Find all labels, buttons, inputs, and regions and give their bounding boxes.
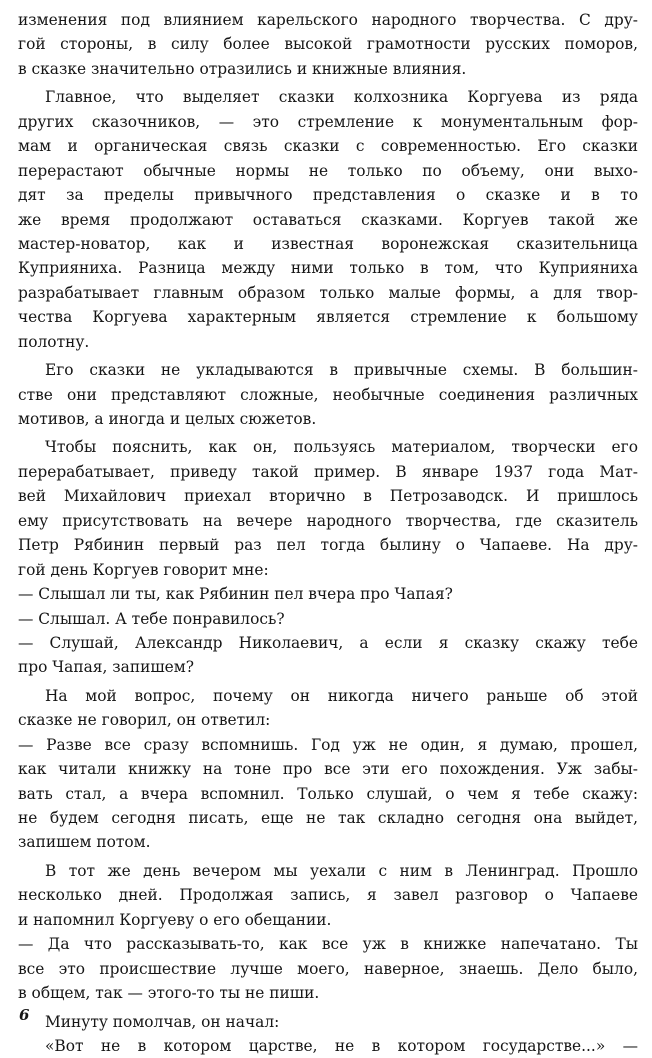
text-line: сказке не говорил, он ответил: (18, 711, 271, 730)
text-line: стве они представляют сложные, необычные соединения различных (18, 385, 638, 404)
text-line: Куприяниха. Разница между ними только в том, что Куприяниха (18, 259, 638, 278)
text-line: Петр Рябинин первый раз пел тогда былину о Чапаеве. На дру- (18, 536, 638, 555)
text-line: про Чапая, запишем? (18, 658, 194, 677)
text-line: В тот же день вечером мы уехали с ним в Ленинград. Прошло (45, 861, 638, 880)
text-line: чества Коргуева характерным является стремление к большому (18, 308, 638, 327)
page-number: 6 (19, 1006, 30, 1024)
text-line: гой день Коргуев говорит мне: (18, 560, 269, 579)
text-line: несколько дней. Продолжая запись, я завел разговор о Чапаеве (18, 886, 638, 905)
text-line: перерастают обычные нормы не только по объему, они выхо- (18, 161, 638, 180)
text-line: мам и органическая связь сказки с современностью. Его сказки (18, 137, 638, 156)
text-line: вей Михайлович приехал вторично в Петрозаводск. И пришлось (18, 487, 638, 506)
text-line: — Разве все сразу вспомнишь. Год уж не один, я думаю, прошел, (18, 735, 638, 754)
text-line: не будем сегодня писать, еще не так складно сегодня она выйдет, (18, 809, 638, 827)
text-line: На мой вопрос, почему он никогда ничего раньше об этой (45, 686, 638, 705)
text-line: — Слышал ли ты, как Рябинин пел вчера про Чапая? (18, 585, 453, 604)
text-line: вать стал, а вчера вспомнил. Только слушай, о чем я тебе скажу: (18, 784, 638, 803)
text-line: — Слышал. А тебе понравилось? (18, 609, 285, 628)
text-line: мотивов, а иногда и целых сюжетов. (18, 410, 317, 428)
text-line: — Да что рассказывать-то, как все уж в книжке напечатано. Ты (18, 935, 638, 954)
text-line: запишем потом. (18, 833, 151, 852)
text-line: Чтобы пояснить, как он, пользуясь материалом, творчески его (45, 438, 638, 457)
text-line: «Вот не в котором царстве, не в котором государстве...» — (45, 1036, 638, 1055)
text-line: гой стороны, в силу более высокой грамотности русских поморов, (18, 35, 638, 54)
text-line: в общем, так — этого-то ты не пиши. (18, 984, 320, 1003)
text-line: перерабатывает, приведу такой пример. В январе 1937 года Мат- (18, 462, 638, 481)
text-line: Его сказки не укладываются в привычные схемы. В большин- (45, 361, 638, 380)
text-line: ему присутствовать на вечере народного творчества, где сказитель (18, 511, 638, 530)
text-line: Минуту помолчав, он начал: (45, 1012, 280, 1031)
text-line: все это происшествие лучше моего, наверное, знаешь. Дело было, (18, 959, 638, 978)
text-line: в сказке значительно отразились и книжные влияния. (18, 59, 467, 78)
text-line: же время продолжают оставаться сказками. Коргуев такой же (18, 210, 638, 229)
text-line: изменения под влиянием карельского народного творчества. С дру- (18, 11, 638, 29)
text-line: — Слушай, Александр Николаевич, а если я сказку скажу тебе (18, 633, 638, 652)
text-line: Главное, что выделяет сказки колхозника Коргуева из ряда (45, 88, 638, 107)
text-line: мастер-новатор, как и известная воронежская сказительница (18, 234, 638, 253)
body-text (18, 8, 638, 1058)
text-line: дят за пределы привычного представления о сказке и в то (18, 186, 638, 205)
text-line: полотну. (18, 332, 90, 351)
text-line: разрабатывает главным образом только малые формы, а для твор- (18, 283, 638, 302)
text-line: и напомнил Коргуеву о его обещании. (18, 910, 332, 929)
text-line: других сказочников, — это стремление к монументальным фор- (18, 112, 638, 131)
text-line: как читали книжку на тоне про все эти его похождения. Уж забы- (18, 760, 638, 779)
